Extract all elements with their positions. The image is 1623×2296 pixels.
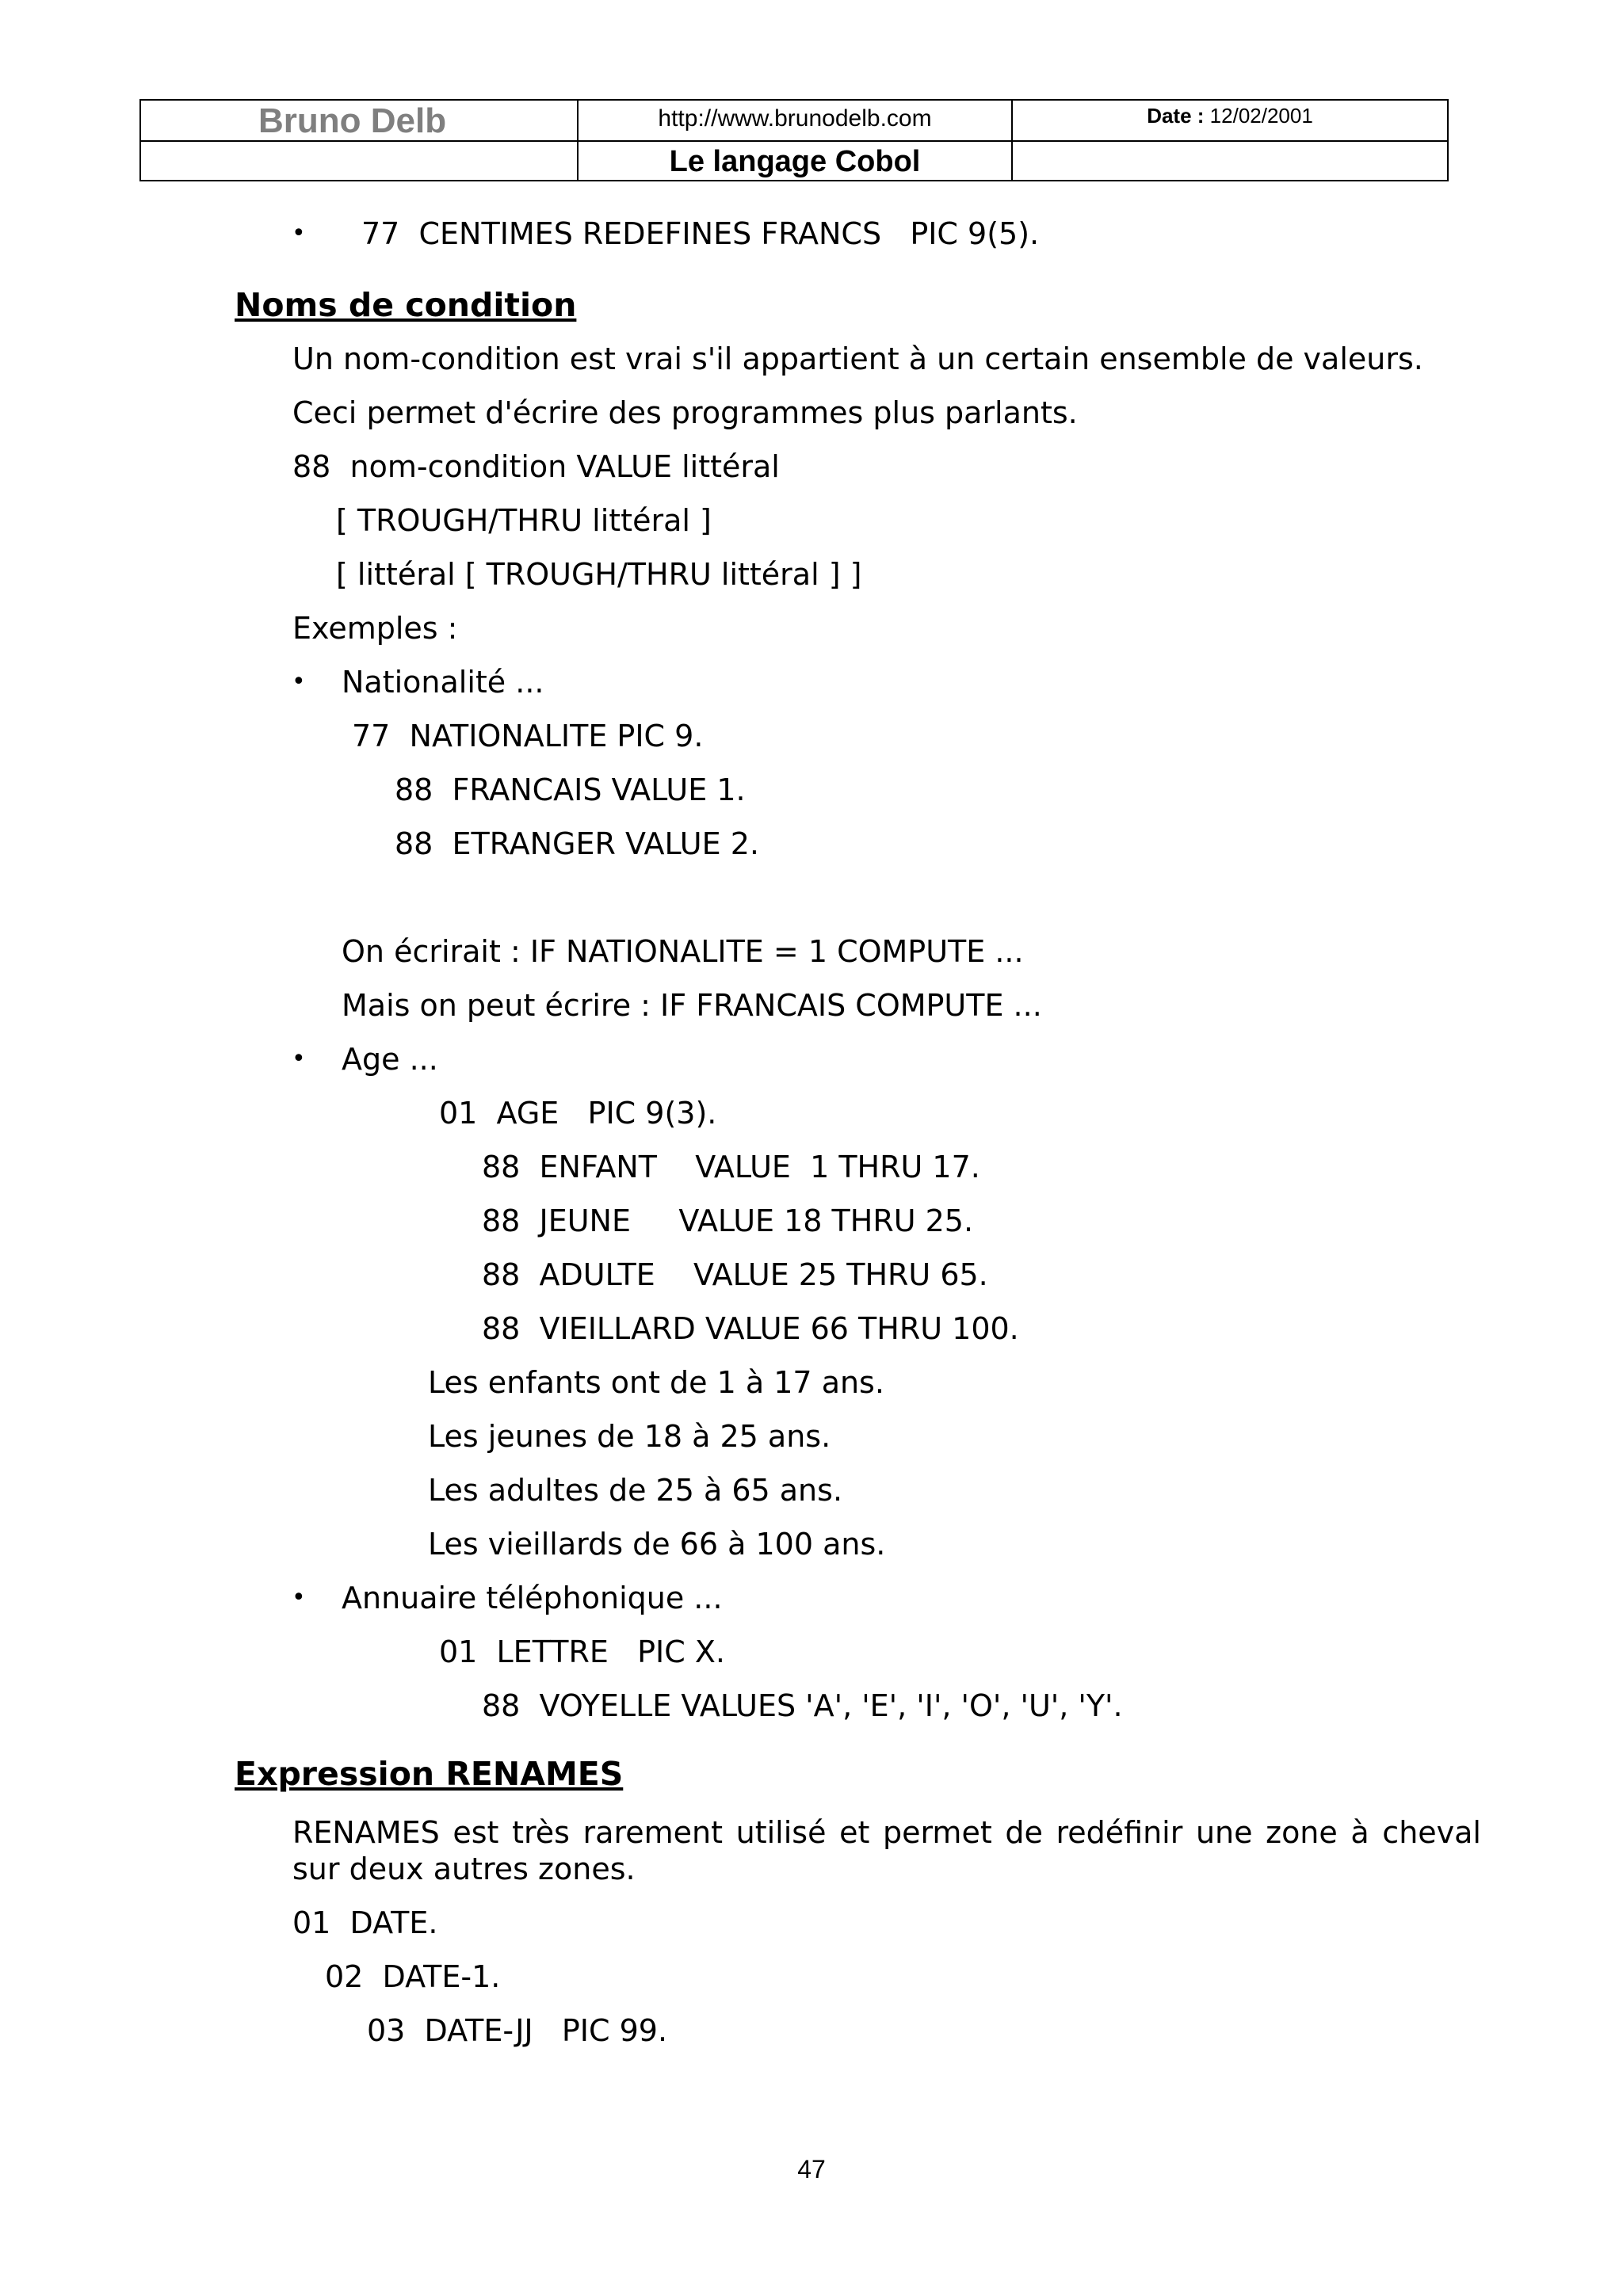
header-title-cell <box>577 142 1013 181</box>
code-line: 88 VIEILLARD VALUE 66 THRU 100. <box>482 1311 1019 1346</box>
header-row-top <box>141 101 1447 140</box>
syntax-line-1: 88 nom-condition VALUE littéral <box>292 449 780 484</box>
examples-label: Exemples : <box>292 611 458 646</box>
syntax-line-2: [ TROUGH/THRU littéral ] <box>336 503 712 538</box>
header-date-cell <box>1013 101 1447 140</box>
code-line: 02 DATE-1. <box>325 1959 501 1994</box>
document-date <box>1013 102 1447 129</box>
bullet-icon: • <box>292 1584 306 1611</box>
paragraph-intro-1: Un nom-condition est vrai s'il appartient à un certain ensemble de valeurs. <box>292 341 1423 376</box>
bullet-icon: • <box>292 1045 306 1073</box>
paragraph-renames: RENAMES est très rarement utilisé et permet de redéfinir une zone à cheval sur deux autres zones. <box>292 1815 1481 1886</box>
document-title: Le langage Cobol <box>669 145 921 178</box>
author-name: Bruno Delb <box>258 101 447 140</box>
header-empty-cell-right <box>1013 142 1447 181</box>
page-header <box>139 99 1449 181</box>
code-line: 88 FRANCAIS VALUE 1. <box>395 772 746 807</box>
example-age-title: Age ... <box>342 1042 438 1077</box>
bullet-icon: • <box>292 219 306 247</box>
example-note: Les enfants ont de 1 à 17 ans. <box>428 1365 884 1400</box>
date-value: 12/02/2001 <box>1209 104 1313 128</box>
page-number: 47 <box>797 2155 826 2183</box>
example-annuaire-title: Annuaire téléphonique ... <box>342 1581 723 1615</box>
paragraph-intro-2: Ceci permet d'écrire des programmes plus parlants. <box>292 395 1078 430</box>
date-label: Date : <box>1147 104 1205 128</box>
code-line: 88 ENFANT VALUE 1 THRU 17. <box>482 1150 980 1184</box>
code-line: 01 LETTRE PIC X. <box>439 1634 725 1669</box>
website-url[interactable]: http://www.brunodelb.com <box>658 105 932 132</box>
code-line: 77 NATIONALITE PIC 9. <box>352 719 704 753</box>
example-note: On écrirait : IF NATIONALITE = 1 COMPUTE ... <box>342 934 1024 969</box>
header-author-cell <box>141 101 577 140</box>
example-note: Les jeunes de 18 à 25 ans. <box>428 1419 831 1454</box>
header-row-bottom <box>141 140 1447 181</box>
code-line: 88 ETRANGER VALUE 2. <box>395 826 759 861</box>
example-note: Mais on peut écrire : IF FRANCAIS COMPUTE ... <box>342 988 1042 1023</box>
code-line-redefines: 77 CENTIMES REDEFINES FRANCS PIC 9(5). <box>361 216 1040 251</box>
header-empty-cell-left <box>141 142 577 181</box>
syntax-line-3: [ littéral [ TROUGH/THRU littéral ] ] <box>336 557 862 592</box>
bullet-icon: • <box>292 668 306 696</box>
example-nationalite-title: Nationalité ... <box>342 665 544 700</box>
code-line: 03 DATE-JJ PIC 99. <box>367 2013 668 2048</box>
code-line: 88 VOYELLE VALUES 'A', 'E', 'I', 'O', 'U', 'Y'. <box>482 1688 1123 1723</box>
example-note: Les adultes de 25 à 65 ans. <box>428 1473 843 1508</box>
code-line: 01 DATE. <box>292 1905 438 1940</box>
header-url-cell <box>577 101 1013 140</box>
code-line: 88 ADULTE VALUE 25 THRU 65. <box>482 1257 988 1292</box>
section-heading-conditions: Noms de condition <box>235 286 577 324</box>
code-line: 88 JEUNE VALUE 18 THRU 25. <box>482 1203 974 1238</box>
section-heading-renames: Expression RENAMES <box>235 1755 624 1793</box>
code-line: 01 AGE PIC 9(3). <box>439 1096 717 1131</box>
example-note: Les vieillards de 66 à 100 ans. <box>428 1527 886 1562</box>
